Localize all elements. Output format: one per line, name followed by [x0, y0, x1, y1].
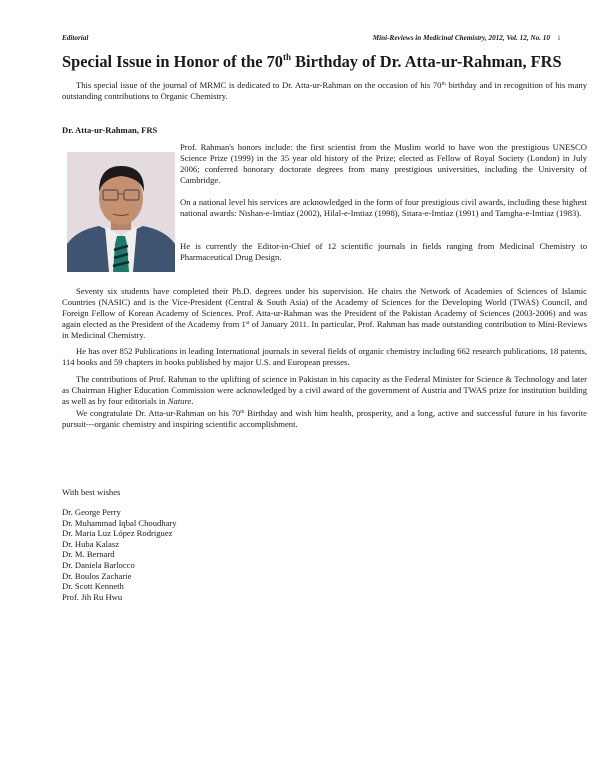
p3-italic-journal: Nature	[167, 396, 192, 406]
p1-text-part1: Seventy six students have completed their Ph.D. degrees under his supervision. He chairs the Network of Academies of Sciences of Islamic Countries (NASIC) and is the Vice-President (Central & South Asia) of the Academy of Sciences for the Developing World (TWAS) Council, and Foreign Fellow of Korean Academy of Sciences. Prof. Atta-ur-Rahman was the President of the Pakistan Academy of Sciences (2003-2006) and was again elected as the President of the Academy from 1	[62, 286, 587, 329]
intro-superscript: th	[441, 81, 446, 87]
signatory: Dr. Muhammad Iqbal Choudhary	[62, 517, 177, 528]
running-header	[62, 34, 560, 42]
body-paragraph-students	[62, 286, 587, 341]
title-text-part1: Special Issue in Honor of the 70	[62, 52, 283, 71]
profile-paragraph-honors: Prof. Rahman's honors include: the first scientist from the Muslim world to have won the prestigious UNESCO Science Prize (1999) in the 35 year old history of the Prize; elected as Fellow of Royal Society (London) in July 2006; conferred honorary doctorate degrees from many prestigious universities, including the University of Cambridge.	[180, 142, 587, 185]
signatory: Dr. Huba Kalasz	[62, 538, 120, 549]
p3-text-part1: The contributions of Prof. Rahman to the uplifting of science in Pakistan in his capacity as the Federal Minister for Science & Technology and later as Chairman Higher Education Commission were acknowledged by a civil award of the government of Austria and TWAS prize for institution building as well as by four editorials in	[62, 374, 587, 406]
body-paragraph-contributions	[62, 374, 587, 407]
p4-superscript: th	[240, 409, 245, 415]
page-number: i	[558, 34, 560, 42]
signatory: Dr. Daniela Barlocco	[62, 559, 135, 570]
journal-citation: Mini-Reviews in Medicinal Chemistry, 2012, Vol. 12, No. 10	[372, 34, 550, 42]
signatory: Dr. George Perry	[62, 507, 121, 517]
intro-text-part1: This special issue of the journal of MRMC is dedicated to Dr. Atta-ur-Rahman on the occasion of his 70	[76, 80, 442, 90]
signatory: Dr. M. Bernard	[62, 549, 115, 560]
page-title	[62, 52, 582, 72]
p1-superscript: st	[245, 320, 250, 326]
signatory: Prof. Jih Ru Hwu	[62, 591, 123, 602]
title-text-part2: Birthday of Dr. Atta-ur-Rahman, FRS	[291, 52, 562, 71]
p4-text-part2: Birthday and wish him health, prosperity, and a long, active and successful future in his favorite pursuit---organic chemistry and inspiring scientific accomplishment.	[62, 408, 588, 429]
profile-paragraph-awards: On a national level his services are acknowledged in the form of four prestigious civil awards, including these highest national awards: Nishan-e-Imtiaz (2002), Hilal-e-Imtiaz (1998), Sitara-e-Imtiaz (1991) and Tamgha-e-Imtiaz (1983).	[180, 197, 587, 218]
signatory: Dr. Maria Luz López Rodriguez	[62, 528, 173, 539]
intro-paragraph	[62, 80, 587, 102]
title-superscript: th	[283, 52, 292, 62]
signatory-list	[62, 507, 177, 602]
body-paragraph-publications: He has over 852 Publications in leading International journals in several fields of organic chemistry including 662 research publications, 18 patents, 114 books and 59 chapters in books published by major U.S. and European presses.	[62, 346, 587, 367]
p4-text-part1: We congratulate Dr. Atta-ur-Rahman on his 70	[76, 408, 241, 418]
profile-paragraph-editor: He is currently the Editor-in-Chief of 12 scientific journals in fields ranging from Medicinal Chemistry to Pharmaceutical Drug Design.	[180, 241, 587, 262]
section-label: Editorial	[62, 34, 89, 42]
body-paragraph-congratulations	[62, 408, 587, 430]
intro-text-part2: birthday and in recognition of his many outstanding contributions to Organic Chemistry.	[62, 80, 587, 101]
profile-heading: Dr. Atta-ur-Rahman, FRS	[62, 125, 158, 135]
portrait-image	[67, 152, 175, 272]
signatory: Dr. Scott Kenneth	[62, 581, 124, 592]
signatory: Dr. Boulos Zacharie	[62, 570, 132, 581]
closing-line: With best wishes	[62, 487, 121, 497]
portrait-photo	[67, 152, 175, 272]
header-right	[373, 34, 560, 42]
p3-text-part2: .	[191, 396, 194, 406]
p1-text-part2: of January 2011. In particular, Prof. Rahman has made outstanding contribution to Mini-Reviews in Medicinal Chemistry.	[62, 319, 587, 340]
